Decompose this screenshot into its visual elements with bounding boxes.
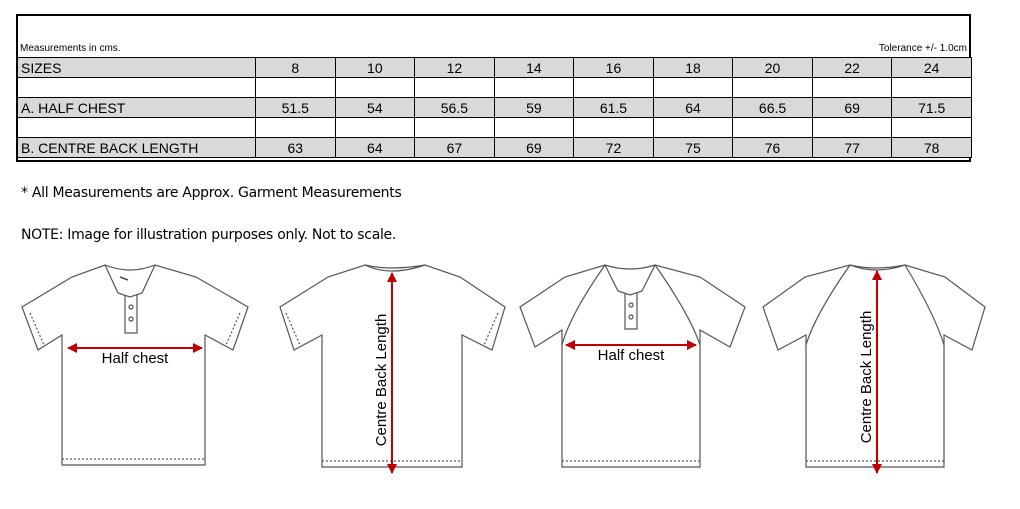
measure-cell: 59 bbox=[494, 98, 574, 118]
blank-cell bbox=[574, 118, 654, 138]
logo-mark bbox=[120, 277, 128, 280]
raglan-seam bbox=[806, 265, 944, 345]
tolerance-note: Tolerance +/- 1.0cm bbox=[878, 43, 967, 54]
button bbox=[629, 315, 633, 319]
size-table bbox=[17, 57, 972, 158]
measure-cell: 54 bbox=[335, 98, 415, 118]
blank-cell bbox=[256, 118, 336, 138]
blank-cell bbox=[733, 118, 813, 138]
measure-cell: 69 bbox=[494, 138, 574, 158]
button bbox=[629, 303, 633, 307]
blank-cell bbox=[335, 118, 415, 138]
button bbox=[129, 317, 133, 321]
units-note: Measurements in cms. bbox=[20, 43, 121, 54]
button bbox=[129, 305, 133, 309]
half-chest-row bbox=[18, 98, 972, 118]
size-cell: 24 bbox=[892, 58, 972, 78]
blank-cell bbox=[494, 78, 574, 98]
blank-cell bbox=[18, 78, 256, 98]
sizes-label: SIZES bbox=[18, 58, 256, 78]
sizes-row bbox=[18, 58, 972, 78]
blank-cell bbox=[892, 118, 972, 138]
measure-cell: 61.5 bbox=[574, 98, 654, 118]
blank-cell bbox=[18, 118, 256, 138]
measure-cell: 76 bbox=[733, 138, 813, 158]
centre-back-text: Centre Back Length bbox=[373, 313, 390, 447]
measure-cell: 67 bbox=[415, 138, 495, 158]
measure-cell: 69 bbox=[812, 98, 892, 118]
blank-cell bbox=[812, 78, 892, 98]
measure-cell: 64 bbox=[653, 98, 733, 118]
half-chest-text: Half chest bbox=[597, 347, 665, 364]
shirt-front-raglan bbox=[520, 265, 745, 467]
size-cell: 18 bbox=[653, 58, 733, 78]
placket bbox=[125, 295, 137, 333]
size-cell: 10 bbox=[335, 58, 415, 78]
blank-cell bbox=[892, 78, 972, 98]
size-cell: 12 bbox=[415, 58, 495, 78]
blank-cell bbox=[653, 118, 733, 138]
spacer-row bbox=[18, 118, 972, 138]
size-chart bbox=[16, 14, 971, 162]
raglan-seam bbox=[562, 265, 700, 345]
blank-cell bbox=[494, 118, 574, 138]
shirt-outline bbox=[520, 265, 745, 467]
blank-cell bbox=[653, 78, 733, 98]
measure-cell: 66.5 bbox=[733, 98, 813, 118]
measure-cell: 51.5 bbox=[256, 98, 336, 118]
measure-cell: 71.5 bbox=[892, 98, 972, 118]
centre-back-text: Centre Back Length bbox=[858, 310, 875, 444]
blank-cell bbox=[335, 78, 415, 98]
centre-back-row bbox=[18, 138, 972, 158]
size-cell: 8 bbox=[256, 58, 336, 78]
measure-cell: 77 bbox=[812, 138, 892, 158]
blank-cell bbox=[256, 78, 336, 98]
blank-cell bbox=[415, 118, 495, 138]
blank-cell bbox=[415, 78, 495, 98]
size-cell: 16 bbox=[574, 58, 654, 78]
size-cell: 14 bbox=[494, 58, 574, 78]
half-chest-text: Half chest bbox=[101, 350, 169, 367]
measure-cell: 72 bbox=[574, 138, 654, 158]
meta-row bbox=[18, 41, 969, 57]
measure-cell: 63 bbox=[256, 138, 336, 158]
approx-note: * All Measurements are Approx. Garment Measurements bbox=[21, 185, 402, 201]
measure-cell: 56.5 bbox=[415, 98, 495, 118]
blank-cell bbox=[812, 118, 892, 138]
measure-cell: 78 bbox=[892, 138, 972, 158]
measure-cell: 64 bbox=[335, 138, 415, 158]
size-cell: 20 bbox=[733, 58, 813, 78]
garment-illustrations bbox=[0, 255, 1020, 485]
centre-back-label: B. CENTRE BACK LENGTH bbox=[18, 138, 256, 158]
blank-cell bbox=[574, 78, 654, 98]
size-cell: 22 bbox=[812, 58, 892, 78]
spacer-row bbox=[18, 78, 972, 98]
blank-cell bbox=[733, 78, 813, 98]
measure-cell: 75 bbox=[653, 138, 733, 158]
placket bbox=[625, 293, 637, 329]
illustration-note: NOTE: Image for illustration purposes only. Not to scale. bbox=[21, 227, 397, 243]
half-chest-label: A. HALF CHEST bbox=[18, 98, 256, 118]
